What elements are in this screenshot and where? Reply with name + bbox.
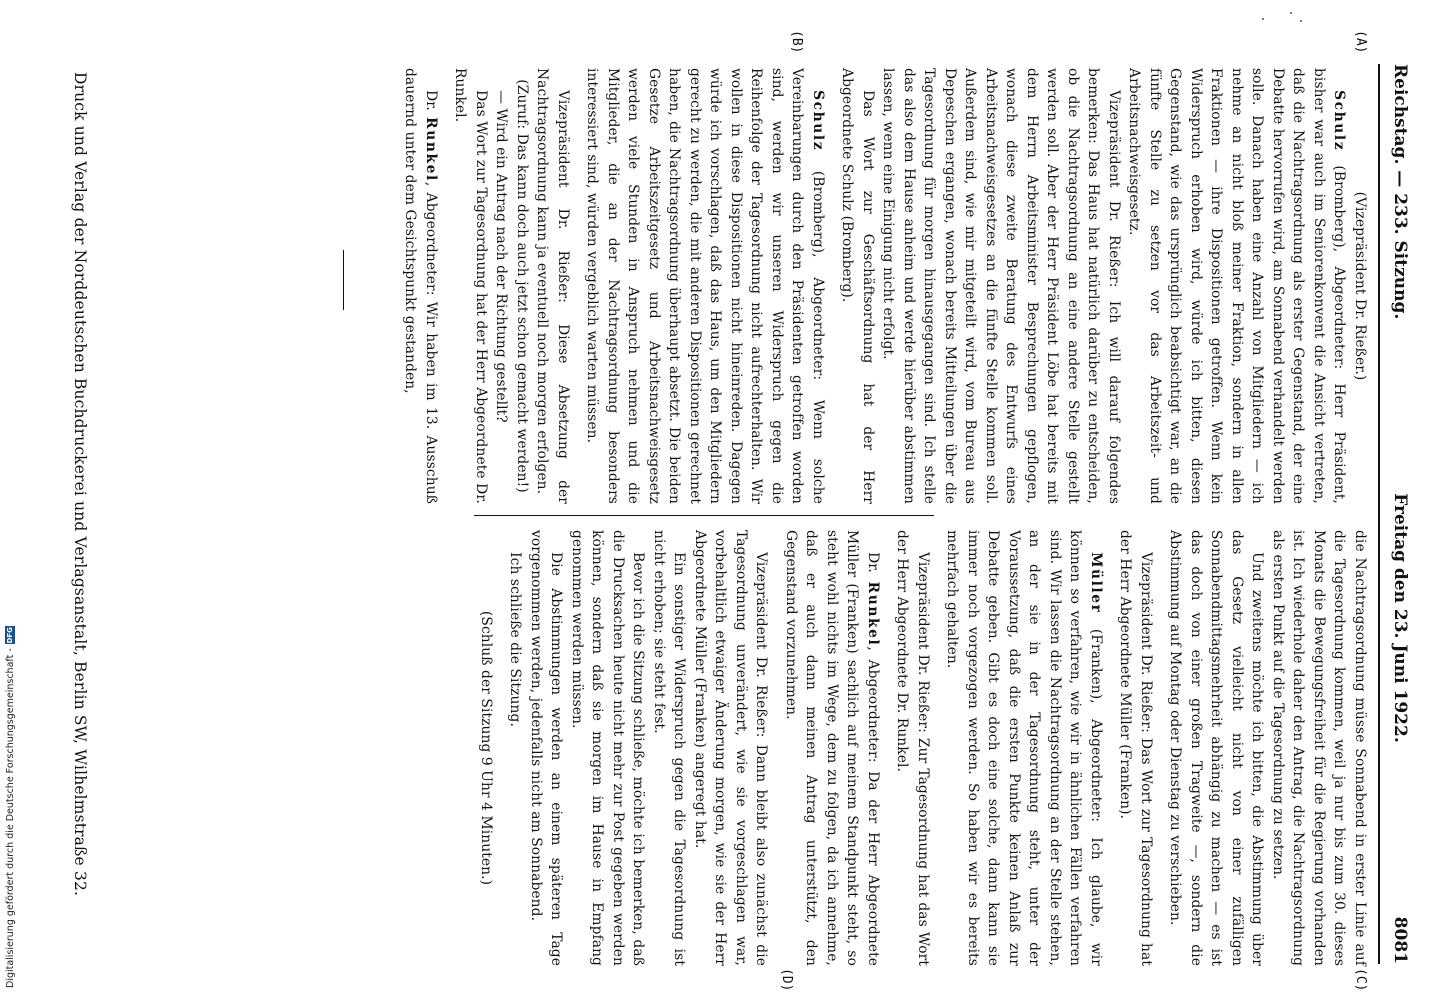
paragraph — [532, 68, 573, 504]
speaker-paragraph — [582, 68, 828, 504]
paragraph — [505, 530, 526, 966]
paragraph-text: Vizepräsident Dr. Rießer: Zur Tagesordnung hat das Wort der Herr Abgeordnete Dr. Runkel. — [894, 530, 931, 966]
paragraph — [567, 530, 649, 966]
margin-letter-b: (B) — [789, 30, 804, 54]
paragraph-gap — [1106, 530, 1115, 966]
paragraph — [1350, 68, 1371, 504]
page-header — [1386, 64, 1414, 964]
paragraph-text: (Schluß der Sitzung 9 Uhr 4 Minuten.) — [478, 610, 494, 886]
paragraph-text: die Nachtragsordnung müsse Sonnabend in erster Linie auf die Tagesordnung kommen, weil ja nur bis zum 30. dieses Monats die Bewegungsfreiheit für die Regierung vorhanden ist. Ich wiederhole daher den Antrag, die Nachtragsordnung als ersten Punkt auf die Tagesordnung zu setzen. — [1270, 530, 1368, 966]
paragraph-text: (Vizepräsident Dr. Rießer.) — [1352, 191, 1368, 381]
paragraph-gap — [772, 530, 781, 966]
scan-speck — [1290, 12, 1292, 14]
paragraph — [512, 68, 533, 504]
dfg-logo: DFG — [6, 627, 14, 644]
paragraph — [1165, 530, 1268, 966]
paragraph-text: Ich schließe die Sitzung. — [507, 552, 524, 727]
speaker-paragraph — [1124, 68, 1350, 504]
paragraph — [837, 68, 878, 504]
paragraph-text: Vizepräsident Dr. Rießer: Das Wort zur Tagesordnung hat der Herr Abgeordnete Müller (Franken). — [1117, 530, 1154, 966]
paragraph — [690, 530, 772, 966]
paragraph — [1268, 530, 1371, 966]
paragraph-gap — [933, 530, 942, 966]
paragraph-text: (Bromberg), Abgeordneter: Herr Präsident, bisher war auch im Seniorenkonvent die Ansicht vertreten, daß die Nachtragsordnung als erster Gegenstand, der eine Debatte hervorrufen wird, am Sonnabend verhandelt werden solle. Danach haben eine Anzahl von Mitgliedern — ich nehme an nicht bloß meiner Fraktion, sondern in allen Fraktionen — ihre Dispositionen getroffen. Wenn kein Widerspruch erhoben wird, würde ich bitten, diesen Gegenstand, wie das ursprünglich beabsichtigt war, an die fünfte Stelle zu setzen vor das Arbeitszeit- und Arbeitsnachweisgesetz. — [1126, 68, 1348, 504]
paragraph-text: Und zweitens möchte ich bitten, die Abstimmung über das Gesetz vielleicht nicht von einer zufälligen Sonnabendmittagsmehrheit abhängig zu machen — es ist das doch von einer großen Tragweite —, sondern die Abstimmung auf Montag oder Dienstag zu verschieben. — [1167, 530, 1266, 966]
text-column-right — [476, 530, 1371, 966]
paragraph-text: (Franken), Abgeordneter: Ich glaube, wir können so verfahren, wie wir in ähnlichen Fällen verfahren sind. Wir lassen die Nachtragsordnung an der Stelle stehen, an der sie in der Tagesordnung steht, unter der Voraussetzung, daß die ersten Punkte keinen Anlaß zur Debatte geben. Gibt es doch eine solche, dann kann sie immer noch vorgezogen werden. So haben wir es bereits mehrfach gehalten. — [944, 530, 1104, 966]
speaker-name: Runkel — [865, 581, 881, 647]
speaker-title: Dr. — [423, 90, 439, 118]
printer-imprint: Druck und Verlag der Norddeutschen Buchdruckerei und Verlagsanstalt, Berlin SW, Wilhelmstraße 32. — [71, 72, 89, 897]
header-date: Freitag den 23. Juni 1922. — [1390, 493, 1410, 743]
paragraph-gap — [828, 68, 837, 504]
scan-speck — [1262, 18, 1264, 20]
paragraph-text: (Bromberg), Abgeordneter: Wenn solche Vereinbarungen durch den Präsidenten getroffen worden sind, werden wir unseren Widerspruch gegen die Reihenfolge der Tagesordnung nicht aufrechterhalten. Wir wollen in diese Dispositionen nicht hineinreden. Dagegen würde ich vorschlagen, daß das Haus, um den Mitgliedern gerecht zu werden, die mit anderen Dispositionen gerechnet haben, die Nachtragsordnung überhaupt absetzt. Die beiden Gesetze Arbeitszeitgesetz und Arbeitsnachweisgesetz werden viele Stunden in Anspruch nehmen und die Mitglieder, die an der Nachtragsordnung besonders interessiert sind, würden vergeblich warten müssen. — [584, 68, 826, 504]
speaker-paragraph — [781, 530, 884, 966]
paragraph-text: Die Abstimmungen werden an einem späteren Tage vorgenommen werden, jedenfalls nicht am Sonnabend. — [528, 530, 565, 966]
margin-letter-c: (C) — [1353, 968, 1368, 992]
paragraph-gap — [496, 530, 505, 966]
paragraph-text: Vizepräsident Dr. Rießer: Diese Absetzung der Nachtragsordnung kann ja eventuell noch morgen erfolgen. — [534, 68, 571, 504]
paragraph-text: (Zuruf: Das kann doch auch jetzt schon gemacht werden!) — [514, 79, 530, 493]
paragraph — [878, 68, 1124, 504]
paragraph — [649, 530, 690, 966]
speaker-name: Schulz — [1331, 90, 1348, 152]
paragraph-text: Vizepräsident Dr. Rießer: Ich will darauf folgendes bemerken: Das Haus hat natürlich darüber zu entscheiden, ob die Nachtragsordnung an eine andere Stelle gestellt werden soll. Aber der Herr Präsident Löbe hat bereits mit dem Herrn Arbeitsminister Besprechungen gepflogen, wonach diese zweite Beratung des Entwurfs eines Arbeitsnachweisgesetzes an die fünfte Stelle kommen soll. Außerdem sind, wie mir mitgeteilt wird, vom Bureau aus Depeschen ergangen, wonach bereits Mitteilungen über die Tagesordnung für morgen hinausgegangen sind. Ich stelle das also dem Hause anheim und werde hierüber abstimmen lassen, wenn eine Einigung nicht erfolgt. — [880, 68, 1122, 504]
paragraph-text: Vizepräsident Dr. Rießer: Dann bleibt also zunächst die Tagesordnung unverändert, wie sie vorgeschlagen war, vorbehaltlich etwaiger Änderung morgen, wie sie der Herr Abgeordnete Müller (Franken) angeregt hat. — [692, 530, 770, 966]
paragraph-text: — Wird ein Antrag nach der Richtung gestellt? — [493, 90, 510, 423]
speaker-name: Schulz — [810, 90, 826, 152]
paragraph-text: Das Wort zur Geschäftsordnung hat der Herr Abgeordnete Schulz (Bromberg). — [839, 68, 876, 504]
paragraph-text: Bevor ich die Sitzung schließe, möchte ich bemerken, daß die Drucksachen heute nicht mehr zur Post gegeben werden können, sondern daß sie morgen im Hause in Empfang genommen werden müssen. — [569, 530, 647, 966]
paragraph — [892, 530, 933, 966]
scan-speck — [1300, 20, 1302, 22]
header-session: Reichstag. — 233. Sitzung. — [1390, 64, 1410, 320]
paragraph — [476, 530, 497, 966]
speaker-name: Runkel — [423, 117, 439, 182]
speaker-paragraph — [400, 68, 441, 504]
paragraph-text: , Abgeordneter: Da der Herr Abgeordnete Müller (Franken) sachlich auf meinem Standpunkt steht, so steht wohl nichts im Wege, dem zu folgen, da ich annehme, daß er auch dann meinen Antrag unterstützt, den Gegenstand vorzunehmen. — [783, 530, 881, 966]
paragraph-gap — [1156, 530, 1165, 966]
paragraph-text: Ein sonstiger Widerspruch gegen die Tagesordnung ist nicht erhoben; sie steht fest. — [651, 530, 688, 966]
paragraph-gap — [441, 68, 450, 504]
paragraph — [491, 68, 512, 504]
digitization-credit — [2, 0, 18, 1000]
paragraph — [526, 530, 567, 966]
section-end-rule — [343, 250, 344, 310]
speaker-name: Müller — [1088, 552, 1104, 614]
paragraph — [1115, 530, 1156, 966]
paragraph-gap — [573, 68, 582, 504]
credit-text: Digitalisierung gefördert durch die Deutsche Forschungsgemeinschaft - — [4, 648, 16, 988]
margin-letter-d: (D) — [779, 968, 794, 992]
header-rule — [1378, 64, 1380, 964]
speaker-paragraph — [942, 530, 1106, 966]
header-page-number: 8081 — [1390, 916, 1410, 964]
paragraph-gap — [883, 530, 892, 966]
paragraph-text: Das Wort zur Tagesordnung hat der Herr Abgeordnete Dr. Runkel. — [452, 68, 489, 504]
paragraph-text: , Abgeordneter: Wir haben im 13. Ausschuß dauernd unter dem Gesichtspunkt gestanden, — [402, 68, 439, 504]
text-column-left — [400, 68, 1370, 504]
column-divider — [474, 515, 934, 516]
speaker-title: Dr. — [865, 552, 881, 582]
margin-letter-a: (A) — [1353, 30, 1368, 54]
paragraph — [450, 68, 491, 504]
